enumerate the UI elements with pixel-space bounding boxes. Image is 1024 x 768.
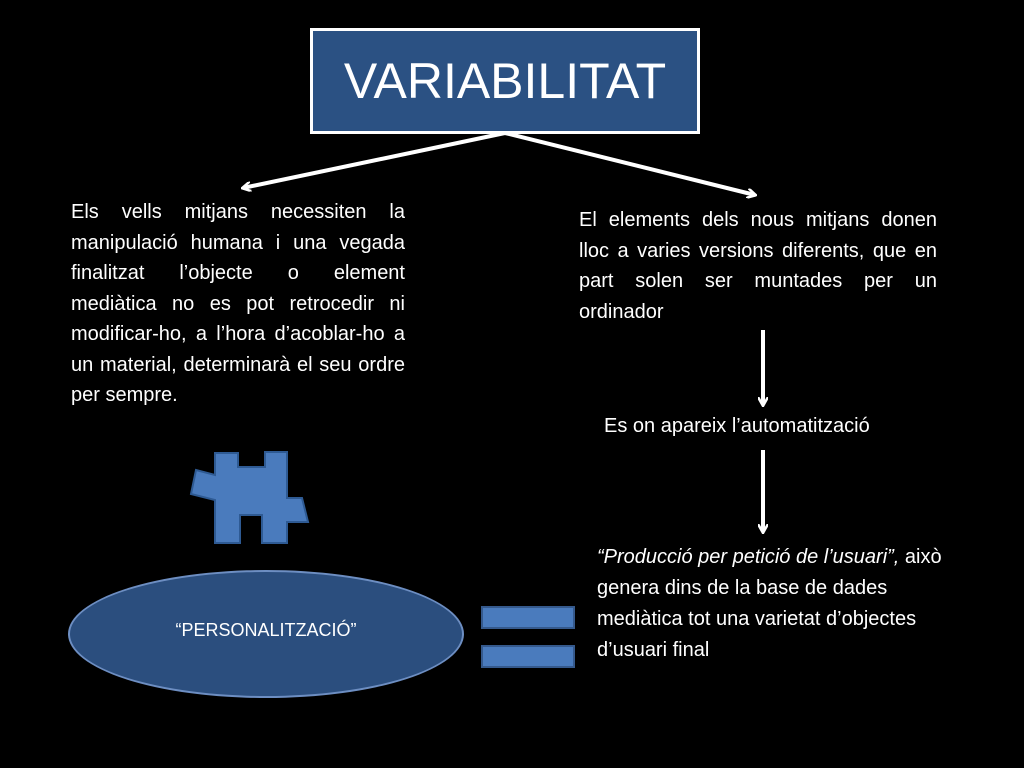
puzzle-piece-icon: [191, 452, 308, 543]
arrow-to-left-text: [243, 133, 505, 188]
final-description: [597, 542, 967, 666]
equals-bar-top: [481, 606, 575, 629]
page-title: VARIABILITAT: [343, 53, 667, 109]
arrow-to-right-text: [505, 133, 755, 195]
equals-bar-bottom: [481, 645, 575, 668]
automation-text: Es on apareix l’automatització: [604, 415, 870, 437]
final-rest: això genera dins de la base de dades mediàtica tot una varietat d’objectes d’usuari final: [597, 546, 942, 661]
right-description: El elements dels nous mitjans donen lloc a varies versions diferents, que en part solen ser muntades per un ordinador: [579, 209, 937, 323]
personalization-label: “PERSONALITZACIÓ”: [175, 620, 357, 640]
final-emphasis: “Producció per petició de l’usuari”,: [597, 546, 900, 568]
left-description: Els vells mitjans necessiten la manipulació humana i una vegada finalitzat l’objecte o element mediàtica no es pot retrocedir ni modificar-ho, a l’hora d’acoblar-ho a un material, determinarà el seu ordre per sempre.: [71, 201, 405, 406]
